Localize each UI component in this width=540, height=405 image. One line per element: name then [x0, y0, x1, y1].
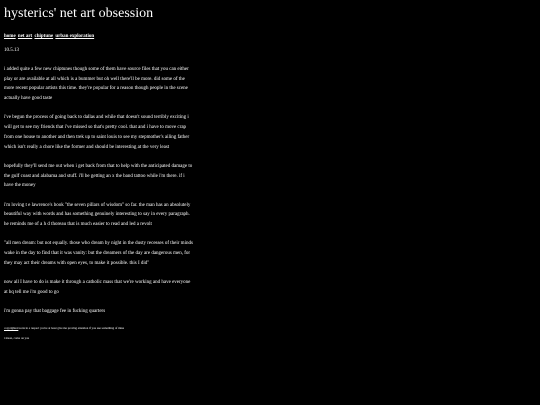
- post-paragraph: i've begun the process of going back to dallas and while that doesn't sound terribly exciting i will get to see my friends that i've missed so that's pretty cool. that and i have to move crap from one house to another and then trek up to saint louis to see my stepmother's ailing father which isn't really a chore like the former and should be interesting at the very least: [4, 115, 190, 150]
- post-paragraph: i added quite a few new chiptunes though some of them have source files that you can either play or are available at all which is a bummer but oh well there'll be more. did some of the more recent popular artists this time. they're popular for a reason though people in the scene actually have good taste: [4, 67, 189, 102]
- nav-link-home[interactable]: home: [4, 34, 16, 39]
- nav-link-urban-exploration[interactable]: urban exploration: [55, 34, 95, 39]
- post-paragraph: hopefully they'll send me out when i get back from that to help with the anticipated damage to the gulf coast and alabama and stuff. i'll be getting an x the band tattoo while i'm there. if i have the money: [4, 163, 193, 189]
- nav-link-chiptune[interactable]: chiptune: [34, 34, 54, 39]
- post-paragraph: i'm loving t e lawrence's book "the seven pillars of wisdom" so far. the man has an absolutely beautiful way with words and has something genuinely interesting to say in every paragraph. he reminds me of a h d thoreau that is much easier to read and led a revolt: [4, 202, 191, 227]
- copyright-link[interactable]: copyrighted: [4, 326, 19, 331]
- post-paragraph: i'm gonna pay that baggage fee in fucking quarters: [4, 308, 106, 314]
- footer: [4, 326, 194, 340]
- nav-link-net-art[interactable]: net art: [17, 34, 33, 39]
- post-paragraph: "all men dream: but not equally. those who dream by night in the dusty recesses of their minds wake in the day to find that it was vanity: but the dreamers of the day are dangerous men, for they may act their dreams with open eyes, to make it possible. this I did": [4, 241, 193, 266]
- footer-copyright-text: sorta in a respect you're at least give me proving attention if you use something of mine: [18, 326, 125, 331]
- footer-note: i mean, come on you: [4, 336, 30, 341]
- footer-copyright-line: [4, 326, 194, 330]
- post-paragraph: now all I have to do is make it through a catholic mass that we're working and have everyone at hq tell me i'm good to go: [4, 279, 191, 295]
- nav-bar: [4, 34, 540, 40]
- page-title: hysterics' net art obsession: [4, 6, 154, 21]
- post-date: 10.5.13: [4, 48, 19, 53]
- post-body: [4, 65, 194, 317]
